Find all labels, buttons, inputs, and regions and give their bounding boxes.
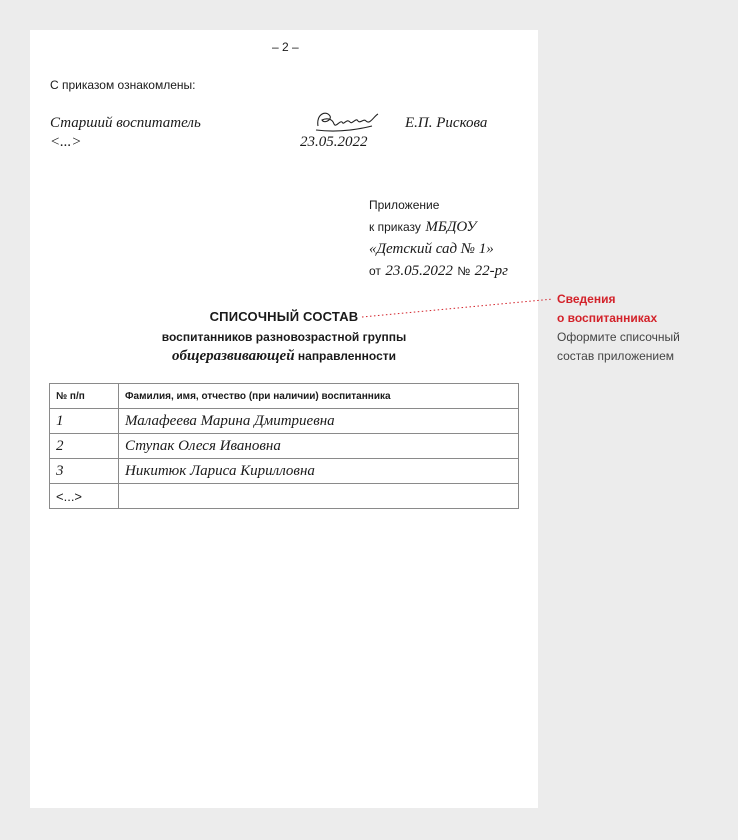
header-full-name: Фамилия, имя, отчество (при наличии) воспитанника <box>119 384 519 409</box>
list-title: СПИСОЧНЫЙ СОСТАВ <box>209 309 359 324</box>
appendix-label: Приложение <box>369 198 440 212</box>
appendix-date: 23.05.2022 <box>385 263 453 279</box>
appendix-org-name: «Детский сад № 1» <box>369 241 494 257</box>
header-number: № п/п <box>50 384 119 409</box>
cell-number: 3 <box>50 459 119 484</box>
cell-name: Ступак Олеся Ивановна <box>119 434 519 459</box>
signatory-position: Старший воспитатель <box>50 115 201 131</box>
cell-number: 1 <box>50 409 119 434</box>
annotation-heading-2: о воспитанниках <box>557 311 658 325</box>
appendix-order-prefix: к приказу <box>369 220 421 234</box>
annotation-heading-1: Сведения <box>557 292 616 306</box>
signatory-name: Е.П. Рискова <box>405 115 488 131</box>
subtitle-italic: общеразвивающей <box>171 348 295 364</box>
cell-number: 2 <box>50 434 119 459</box>
annotation-text-2: состав приложением <box>557 349 675 363</box>
signature-date: 23.05.2022 <box>300 134 368 150</box>
annotation-text-1: Оформите списочный <box>557 330 680 344</box>
signatory-placeholder: <...> <box>50 134 82 150</box>
annotation-callout <box>557 290 680 366</box>
appendix-date-prefix: от <box>369 264 381 278</box>
cell-number-placeholder: <...> <box>50 484 119 509</box>
cell-name: Никитюк Лариса Кирилловна <box>119 459 519 484</box>
page-number: – 2 – <box>272 40 299 54</box>
appendix-org: МБДОУ <box>425 219 477 235</box>
cell-name: Малафеева Марина Дмитриевна <box>119 409 519 434</box>
subtitle-rest: направленности <box>297 349 397 363</box>
appendix-no-sign: № <box>457 264 471 278</box>
list-subtitle-1: воспитанников разновозрастной группы <box>161 330 407 344</box>
acquainted-label: С приказом ознакомлены: <box>50 78 196 92</box>
appendix-number: 22-рг <box>474 263 508 279</box>
